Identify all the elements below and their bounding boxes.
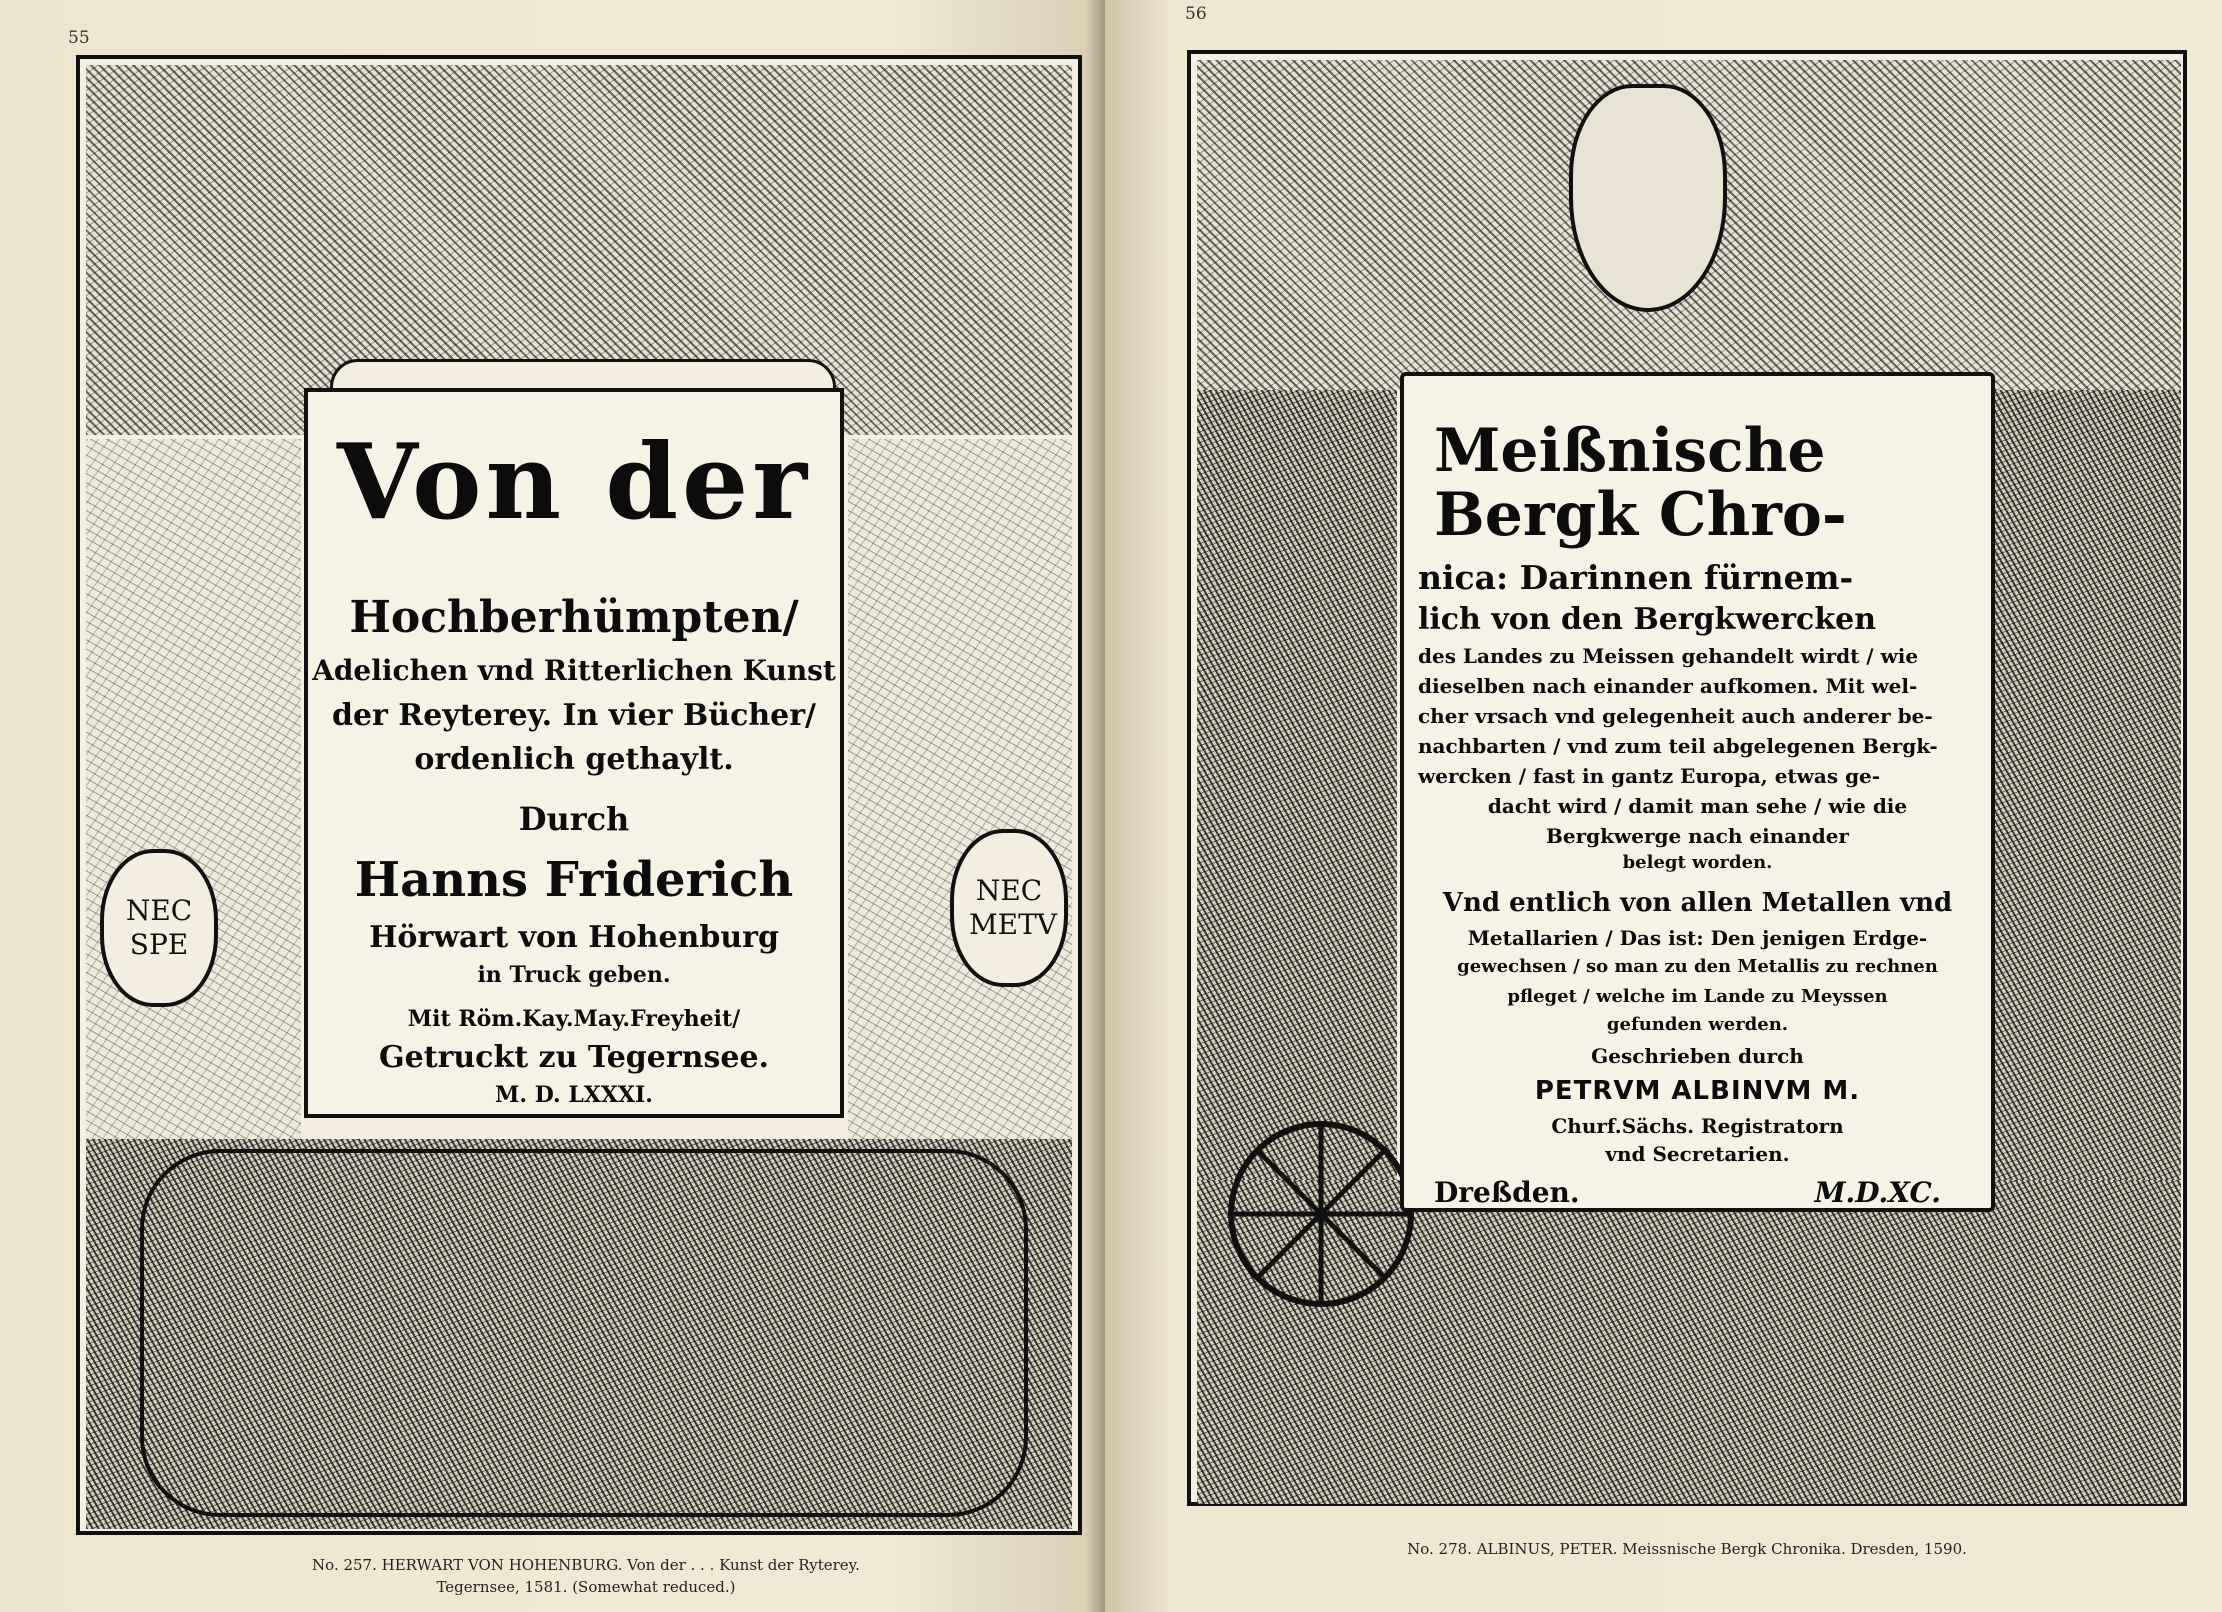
title-von-der: Von der bbox=[336, 420, 811, 543]
right-page bbox=[1105, 0, 2222, 1612]
title-printed-at: Getruckt zu Tegernsee. bbox=[379, 1040, 769, 1075]
title-author-albinum: PETRVM ALBINVM M. bbox=[1534, 1076, 1861, 1106]
title-bergk-chro: Bergk Chro- bbox=[1434, 480, 1847, 550]
title-r-line-6: dieselben nach einander aufkomen. Mit wel- bbox=[1418, 674, 1918, 698]
title-line-3: der Reyterey. In vier Bücher/ bbox=[331, 698, 817, 733]
title-place-dresden: Dreßden. bbox=[1434, 1176, 1580, 1209]
title-r-line-17: gefunden werden. bbox=[1606, 1014, 1789, 1035]
title-r-line-14: Metallarien / Das ist: Den jenigen Erdge- bbox=[1467, 926, 1928, 950]
caption-right: No. 278. ALBINUS, PETER. Meissnische Bergk Chronika. Dresden, 1590. bbox=[1407, 1540, 1967, 1558]
caption-left bbox=[276, 1554, 896, 1598]
left-knight-illustration bbox=[86, 439, 301, 1139]
battle-scroll-border bbox=[140, 1149, 1028, 1517]
title-written-by: Geschrieben durch bbox=[1591, 1044, 1804, 1068]
shield-nec-metv bbox=[950, 829, 1068, 987]
caption-left-line1: No. 257. HERWART VON HOHENBURG. Von der . . . Kunst der Ryterey. bbox=[312, 1556, 860, 1574]
title-cartouche-right bbox=[1400, 372, 1995, 1212]
shield-nec-spe bbox=[100, 849, 218, 1007]
title-r-line-15: gewechsen / so man zu den Metallis zu rechnen bbox=[1457, 956, 1938, 977]
title-r-line-3: nica: Darinnen fürnem- bbox=[1418, 558, 1854, 597]
title-r-line-12: belegt worden. bbox=[1622, 852, 1773, 873]
shield-right-motto: NEC METV bbox=[969, 874, 1058, 941]
title-author-place: Hörwart von Hohenburg bbox=[369, 920, 779, 955]
left-page bbox=[0, 0, 1105, 1612]
winch-wheel-illustration bbox=[1221, 1114, 1421, 1314]
title-r-line-16: pfleget / welche im Lande zu Meyssen bbox=[1507, 986, 1888, 1007]
page-number-right: 56 bbox=[1185, 4, 1207, 24]
title-r-line-13: Vnd entlich von allen Metallen vnd bbox=[1442, 888, 1953, 918]
title-r-line-7: cher vrsach vnd gelegenheit auch anderer be- bbox=[1418, 704, 1933, 728]
page-number-left: 55 bbox=[68, 28, 90, 48]
title-line-1: Hochberhümpten/ bbox=[349, 592, 799, 643]
title-privilege: Mit Röm.Kay.May.Freyheit/ bbox=[407, 1006, 741, 1032]
title-year-mdxc: M.D.XC. bbox=[1814, 1176, 1941, 1209]
title-r-line-11: Bergkwerge nach einander bbox=[1546, 824, 1849, 848]
title-r-line-4: lich von den Bergkwercken bbox=[1418, 602, 1877, 637]
title-line-durch: Durch bbox=[518, 800, 630, 838]
title-r-line-21: vnd Secretarien. bbox=[1605, 1142, 1790, 1166]
title-author-name: Hanns Friderich bbox=[354, 852, 794, 908]
coat-of-arms-illustration bbox=[1569, 84, 1727, 312]
title-in-truck: in Truck geben. bbox=[477, 962, 671, 988]
left-rock-illustration bbox=[1197, 390, 1397, 1180]
title-r-line-5: des Landes zu Meissen gehandelt wirdt / wie bbox=[1418, 644, 1919, 668]
title-r-line-9: wercken / fast in gantz Europa, etwas ge- bbox=[1418, 764, 1881, 788]
title-line-4: ordenlich gethaylt. bbox=[414, 742, 734, 777]
title-r-line-10: dacht wird / damit man sehe / wie die bbox=[1487, 794, 1908, 818]
caption-left-line2: Tegernsee, 1581. (Somewhat reduced.) bbox=[436, 1578, 736, 1596]
title-year: M. D. LXXXI. bbox=[495, 1082, 653, 1108]
right-knight-illustration bbox=[848, 439, 1072, 1139]
title-box-left bbox=[304, 388, 844, 1118]
title-r-line-20: Churf.Sächs. Registratorn bbox=[1551, 1114, 1844, 1138]
title-r-line-8: nachbarten / vnd zum teil abgelegenen Bergk- bbox=[1418, 734, 1938, 758]
shield-left-motto: NEC SPE bbox=[125, 894, 193, 961]
title-meissnische: Meißnische bbox=[1434, 416, 1826, 486]
title-line-2: Adelichen vnd Ritterlichen Kunst bbox=[312, 654, 836, 687]
